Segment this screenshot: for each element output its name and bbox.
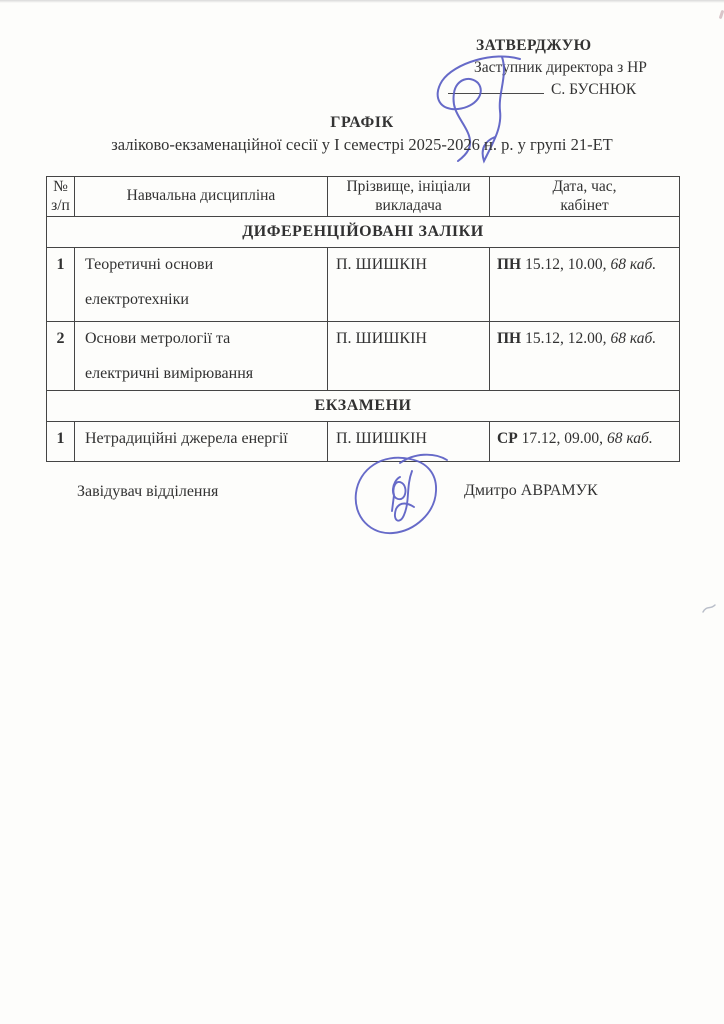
row-date (490, 322, 680, 391)
row-number: 2 (47, 322, 75, 391)
row-discipline (75, 248, 328, 322)
section-title-exams: ЕКЗАМЕНИ (47, 391, 680, 422)
date-day: СР (497, 430, 518, 447)
date-room: 68 каб. (607, 430, 653, 447)
row-date (490, 248, 680, 322)
header-num (47, 177, 75, 217)
row-number: 1 (47, 248, 75, 322)
page-subtitle: заліково-екзаменаційної сесії у І семестрі 2025-2026 н. р. у групі 21-ЕТ (111, 135, 613, 154)
row-teacher: П. ШИШКІН (328, 422, 490, 462)
date-time: 15.12, 10.00, (525, 256, 607, 273)
discipline-line: електротехніки (85, 290, 189, 308)
row-discipline (75, 322, 328, 391)
schedule-table (46, 176, 680, 462)
date-room: 68 каб. (610, 330, 657, 347)
section-row-credits (47, 217, 680, 248)
approver-title: Заступник директора з НР (474, 58, 647, 76)
header-num-line1: № (53, 178, 68, 196)
date-day: ПН (497, 330, 522, 347)
table-row (47, 322, 680, 391)
row-date (490, 422, 680, 462)
header-date-line1: Дата, час, (552, 178, 617, 196)
table-row (47, 248, 680, 322)
table-header-row (47, 177, 680, 217)
approver-name: С. БУСНЮК (551, 81, 637, 99)
approval-stamp-label: ЗАТВЕРДЖУЮ (476, 37, 592, 54)
date-room: 68 каб. (610, 256, 657, 273)
header-num-line2: з/п (51, 196, 70, 214)
signer-name: Дмитро АВРАМУК (464, 482, 598, 499)
header-date-line2: кабінет (560, 196, 609, 214)
date-time: 17.12, 09.00, (521, 430, 604, 447)
header-teacher-line1: Прізвище, ініціали (346, 178, 471, 196)
header-teacher-line2: викладача (375, 196, 442, 214)
date-day: ПН (497, 256, 522, 273)
scan-artifact-squiggle (701, 601, 719, 617)
discipline-line: електричні вимірювання (85, 364, 254, 382)
section-title-credits: ДИФЕРЕНЦІЙОВАНІ ЗАЛІКИ (47, 217, 680, 248)
section-row-exams (47, 391, 680, 422)
scan-artifact-top-edge (0, 0, 724, 3)
page-title: ГРАФІК (330, 114, 394, 131)
discipline-line: Теоретичні основи (85, 256, 214, 273)
header-discipline: Навчальна дисципліна (75, 177, 328, 217)
date-time: 15.12, 12.00, (525, 330, 607, 347)
row-discipline (75, 422, 328, 462)
scan-artifact-corner-mark (719, 10, 724, 19)
row-teacher: П. ШИШКІН (328, 322, 490, 391)
header-date (490, 177, 680, 217)
head-signature (348, 451, 464, 539)
discipline-line: Нетрадиційні джерела енергії (85, 430, 288, 447)
discipline-line: Основи метрології та (85, 330, 231, 347)
row-teacher: П. ШИШКІН (328, 248, 490, 322)
signer-position-title: Завідувач відділення (77, 483, 219, 500)
header-teacher (328, 177, 490, 217)
row-number: 1 (47, 422, 75, 462)
